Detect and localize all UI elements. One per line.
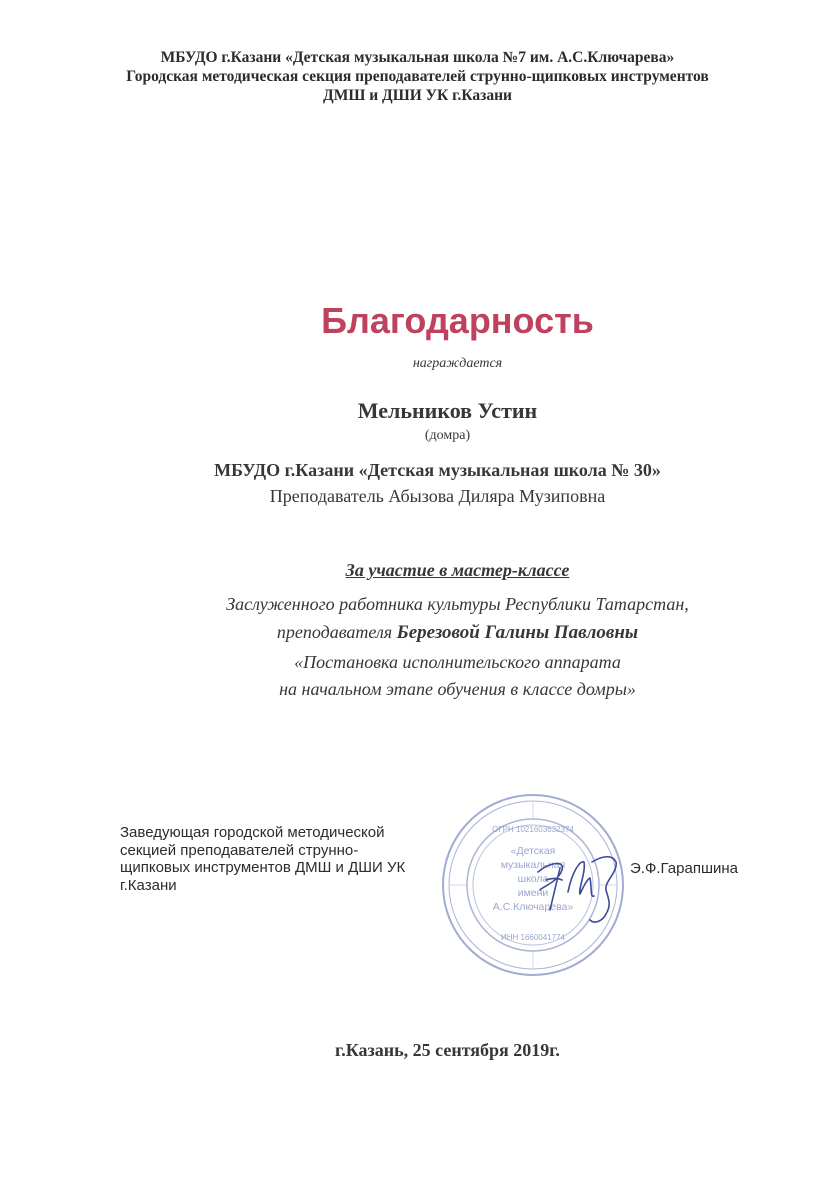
award-reason: За участие в мастер-классе	[345, 560, 570, 580]
masterclass-topic-line-1: «Постановка исполнительского аппарата	[294, 652, 621, 672]
stamp-inner-text: имени	[517, 887, 549, 899]
masterclass-topic-line-2: на начальном этапе обучения в классе домры»	[279, 679, 636, 699]
header-line-3: ДМШ и ДШИ УК г.Казани	[323, 87, 512, 104]
teacher-prefix: преподавателя	[276, 622, 397, 642]
stamp-inner-text: музыкальная	[500, 859, 566, 871]
header-line-1: МБУДО г.Казани «Детская музыкальная школа №7 им. А.С.Ключарева»	[160, 49, 675, 66]
header-line-2: Городская методическая секция преподавателей струнно-щипковых инструментов	[126, 68, 709, 85]
recipient-name: Мельников Устин	[357, 398, 538, 423]
recipient-school: МБУДО г.Казани «Детская музыкальная школа № 30»	[214, 460, 661, 480]
position-line: секцией преподавателей струнно-	[120, 841, 359, 859]
masterclass-teacher-line	[40, 622, 835, 644]
stamp-inner-text: «Детская	[510, 845, 556, 857]
recipient-teacher: Преподаватель Абызова Диляра Музиповна	[269, 486, 606, 506]
recipient-instrument: (домра)	[424, 428, 471, 443]
handwritten-signature	[517, 832, 630, 932]
masterclass-teacher-name: Березовой Галины Павловны	[396, 622, 639, 643]
position-line: Заведующая городской методической	[120, 824, 385, 841]
certificate-title: Благодарность	[321, 300, 594, 341]
signer-name: Э.Ф.Гарапшина	[630, 860, 738, 877]
stamp-ogrn: ОГРН 1021603632374	[492, 825, 574, 834]
awarded-label: награждается	[412, 356, 503, 371]
place-and-date: г.Казань, 25 сентября 2019г.	[335, 1040, 560, 1060]
stamp-inn: ИНН 1660041774	[500, 933, 566, 942]
position-line: г.Казани	[120, 876, 177, 894]
stamp-inner-text: школа	[517, 873, 549, 885]
stamp-inner-text: А.С.Ключарева»	[492, 901, 574, 913]
honored-title: Заслуженного работника культуры Республики Татарстан,	[226, 594, 689, 614]
signatory-position	[120, 824, 440, 894]
position-line: щипковых инструментов ДМШ и ДШИ УК	[120, 859, 406, 876]
